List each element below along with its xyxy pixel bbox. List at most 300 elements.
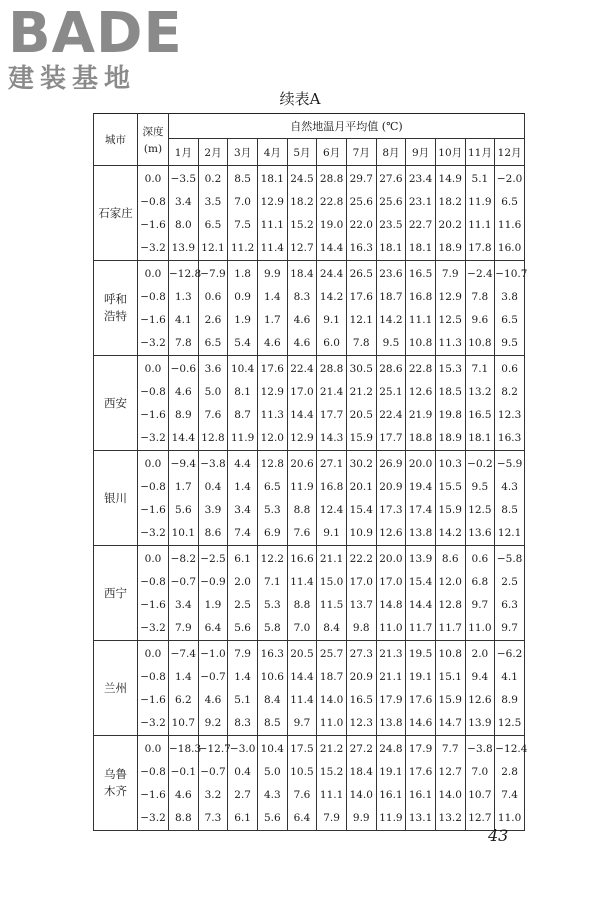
- table-row: [94, 736, 525, 762]
- temperature-cell: 11.0: [465, 617, 495, 641]
- month-header: 12月: [495, 139, 525, 166]
- temperature-cell: −2.0: [495, 166, 525, 192]
- temperature-cell: 6.9: [257, 522, 287, 546]
- temperature-cell: 1.3: [169, 286, 199, 309]
- table-row: [94, 641, 525, 667]
- temperature-cell: 6.2: [169, 689, 199, 712]
- table-row: [94, 546, 525, 572]
- monthly-temperature-header: 自然地温月平均值 (℃): [169, 114, 525, 139]
- temperature-cell: 10.4: [257, 736, 287, 762]
- temperature-cell: 13.8: [406, 522, 436, 546]
- depth-value: −1.6: [138, 689, 169, 712]
- table-row: [94, 451, 525, 477]
- temperature-cell: −5.8: [495, 546, 525, 572]
- city-name: [94, 736, 138, 831]
- temperature-cell: 17.7: [376, 427, 406, 451]
- depth-value: −0.8: [138, 191, 169, 214]
- temperature-cell: 9.7: [465, 594, 495, 617]
- temperature-cell: 8.1: [228, 381, 258, 404]
- temperature-cell: 12.7: [287, 237, 317, 261]
- temperature-cell: 17.6: [406, 689, 436, 712]
- temperature-cell: 23.4: [406, 166, 436, 192]
- temperature-cell: 12.6: [406, 381, 436, 404]
- temperature-cell: 23.1: [406, 191, 436, 214]
- temperature-cell: 15.0: [317, 571, 347, 594]
- watermark-logo: [8, 1, 183, 96]
- logo-sub-text: 建装基地: [8, 64, 137, 94]
- depth-value: 0.0: [138, 641, 169, 667]
- temperature-cell: 11.6: [495, 214, 525, 237]
- table-row: [94, 712, 525, 736]
- temperature-cell: 11.0: [376, 617, 406, 641]
- temperature-cell: 10.9: [346, 522, 376, 546]
- month-header: 4月: [257, 139, 287, 166]
- temperature-cell: 16.6: [287, 546, 317, 572]
- temperature-cell: 5.6: [257, 807, 287, 831]
- temperature-cell: 6.5: [495, 309, 525, 332]
- temperature-cell: 14.2: [435, 522, 465, 546]
- temperature-cell: 8.4: [317, 617, 347, 641]
- city-name-line: 浩特: [104, 309, 127, 323]
- city-name: [94, 546, 138, 641]
- temperature-cell: 12.1: [198, 237, 228, 261]
- month-header: 1月: [169, 139, 199, 166]
- temperature-cell: 4.6: [287, 332, 317, 356]
- month-header: 2月: [198, 139, 228, 166]
- temperature-cell: 5.6: [228, 617, 258, 641]
- table-row: [94, 617, 525, 641]
- table-row: [94, 594, 525, 617]
- temperature-cell: 21.3: [376, 641, 406, 667]
- temperature-cell: 3.8: [495, 286, 525, 309]
- temperature-cell: 18.5: [435, 381, 465, 404]
- temperature-cell: 4.6: [257, 332, 287, 356]
- month-header: 3月: [228, 139, 258, 166]
- table-caption: 续表A: [279, 90, 321, 108]
- temperature-cell: −0.1: [169, 761, 199, 784]
- temperature-cell: 7.9: [435, 261, 465, 287]
- temperature-cell: 12.8: [435, 594, 465, 617]
- temperature-cell: 7.8: [169, 332, 199, 356]
- temperature-cell: 9.2: [198, 712, 228, 736]
- temperature-cell: 17.8: [465, 237, 495, 261]
- temperature-cell: 9.6: [465, 309, 495, 332]
- temperature-cell: 9.8: [346, 617, 376, 641]
- temperature-cell: −10.7: [495, 261, 525, 287]
- temperature-cell: 5.8: [257, 617, 287, 641]
- temperature-cell: 14.7: [435, 712, 465, 736]
- table-row: [94, 261, 525, 287]
- temperature-cell: 11.3: [257, 404, 287, 427]
- temperature-cell: 23.6: [376, 261, 406, 287]
- temperature-cell: 8.6: [435, 546, 465, 572]
- temperature-cell: 11.7: [435, 617, 465, 641]
- depth-header: [138, 114, 169, 166]
- temperature-cell: 0.6: [495, 356, 525, 382]
- depth-value: −0.8: [138, 571, 169, 594]
- city-name-line: 呼和: [104, 292, 127, 306]
- temperature-cell: 26.9: [376, 451, 406, 477]
- temperature-cell: 18.1: [465, 427, 495, 451]
- temperature-cell: 1.4: [169, 666, 199, 689]
- temperature-cell: 7.9: [169, 617, 199, 641]
- temperature-cell: 16.0: [495, 237, 525, 261]
- temperature-cell: 10.8: [435, 641, 465, 667]
- depth-value: −3.2: [138, 522, 169, 546]
- depth-value: 0.0: [138, 451, 169, 477]
- temperature-cell: 15.3: [435, 356, 465, 382]
- temperature-cell: 17.9: [406, 736, 436, 762]
- temperature-cell: 14.4: [169, 427, 199, 451]
- temperature-cell: 12.6: [465, 689, 495, 712]
- temperature-cell: 15.5: [435, 476, 465, 499]
- temperature-cell: 12.7: [435, 761, 465, 784]
- temperature-cell: 6.5: [198, 214, 228, 237]
- city-name-line: 乌鲁: [104, 767, 127, 781]
- temperature-cell: 6.8: [465, 571, 495, 594]
- temperature-cell: 12.3: [346, 712, 376, 736]
- temperature-cell: 12.3: [495, 404, 525, 427]
- temperature-cell: 22.4: [287, 356, 317, 382]
- depth-value: −1.6: [138, 309, 169, 332]
- depth-value: 0.0: [138, 356, 169, 382]
- depth-value: −3.2: [138, 617, 169, 641]
- temperature-cell: 0.9: [228, 286, 258, 309]
- city-name-line: 银川: [104, 490, 127, 505]
- temperature-cell: 21.9: [406, 404, 436, 427]
- temperature-cell: 8.3: [287, 286, 317, 309]
- table-row: [94, 571, 525, 594]
- temperature-cell: −0.7: [198, 666, 228, 689]
- city-name-line: 木齐: [104, 784, 127, 798]
- temperature-cell: 18.7: [317, 666, 347, 689]
- temperature-cell: 11.4: [287, 571, 317, 594]
- temperature-cell: 6.0: [317, 332, 347, 356]
- temperature-cell: 21.2: [317, 736, 347, 762]
- temperature-cell: 12.4: [317, 499, 347, 522]
- temperature-cell: 0.6: [465, 546, 495, 572]
- temperature-cell: 6.4: [198, 617, 228, 641]
- temperature-cell: 10.6: [257, 666, 287, 689]
- temperature-cell: 6.3: [495, 594, 525, 617]
- temperature-cell: 4.1: [495, 666, 525, 689]
- temperature-cell: 9.9: [257, 261, 287, 287]
- temperature-cell: 10.3: [435, 451, 465, 477]
- temperature-cell: 14.4: [317, 237, 347, 261]
- temperature-cell: 7.6: [287, 522, 317, 546]
- temperature-cell: 7.7: [435, 736, 465, 762]
- city-name-line: 石家庄: [98, 205, 133, 220]
- temperature-cell: 18.1: [257, 166, 287, 192]
- temperature-cell: 11.1: [406, 309, 436, 332]
- temperature-cell: 1.7: [169, 476, 199, 499]
- temperature-cell: 18.2: [435, 191, 465, 214]
- temperature-cell: 18.7: [376, 286, 406, 309]
- temperature-cell: 24.5: [287, 166, 317, 192]
- temperature-cell: 20.9: [346, 666, 376, 689]
- temperature-cell: 17.6: [406, 761, 436, 784]
- temperature-cell: 30.5: [346, 356, 376, 382]
- table-row: [94, 404, 525, 427]
- temperature-cell: 6.1: [228, 546, 258, 572]
- temperature-cell: 3.4: [169, 594, 199, 617]
- month-header: 7月: [346, 139, 376, 166]
- temperature-cell: −8.2: [169, 546, 199, 572]
- temperature-cell: 2.5: [228, 594, 258, 617]
- city-name: [94, 261, 138, 356]
- depth-header-label: 深度: [142, 126, 164, 138]
- table-row: [94, 807, 525, 831]
- temperature-cell: 1.7: [257, 309, 287, 332]
- temperature-cell: 20.5: [346, 404, 376, 427]
- temperature-cell: 28.8: [317, 166, 347, 192]
- temperature-cell: 3.9: [198, 499, 228, 522]
- temperature-cell: 7.1: [257, 571, 287, 594]
- temperature-cell: 13.8: [376, 712, 406, 736]
- depth-value: −0.8: [138, 381, 169, 404]
- temperature-cell: 8.4: [257, 689, 287, 712]
- temperature-cell: 10.4: [228, 356, 258, 382]
- temperature-cell: 2.8: [495, 761, 525, 784]
- temperature-cell: 13.2: [435, 807, 465, 831]
- temperature-cell: 4.6: [287, 309, 317, 332]
- temperature-cell: 17.3: [376, 499, 406, 522]
- temperature-cell: 11.9: [376, 807, 406, 831]
- temperature-cell: 11.5: [317, 594, 347, 617]
- temperature-cell: 11.1: [465, 214, 495, 237]
- depth-value: −3.2: [138, 332, 169, 356]
- temperature-cell: −7.4: [169, 641, 199, 667]
- temperature-cell: 9.5: [495, 332, 525, 356]
- temperature-cell: 18.4: [287, 261, 317, 287]
- temperature-cell: 23.5: [376, 214, 406, 237]
- temperature-cell: 18.8: [406, 427, 436, 451]
- temperature-cell: 17.6: [257, 356, 287, 382]
- temperature-cell: 8.9: [169, 404, 199, 427]
- temperature-cell: 12.1: [495, 522, 525, 546]
- temperature-cell: 16.1: [406, 784, 436, 807]
- temperature-cell: 14.0: [346, 784, 376, 807]
- temperature-cell: 22.8: [317, 191, 347, 214]
- temperature-cell: −3.5: [169, 166, 199, 192]
- temperature-cell: 15.9: [435, 499, 465, 522]
- temperature-cell: 22.0: [346, 214, 376, 237]
- temperature-cell: 20.9: [376, 476, 406, 499]
- month-header: 9月: [406, 139, 436, 166]
- temperature-cell: 8.5: [228, 166, 258, 192]
- table-row: [94, 784, 525, 807]
- temperature-cell: 12.9: [257, 381, 287, 404]
- temperature-cell: 20.5: [287, 641, 317, 667]
- temperature-cell: 8.8: [169, 807, 199, 831]
- temperature-cell: 8.3: [228, 712, 258, 736]
- temperature-cell: 30.2: [346, 451, 376, 477]
- temperature-cell: 27.3: [346, 641, 376, 667]
- depth-value: −0.8: [138, 761, 169, 784]
- depth-value: −3.2: [138, 712, 169, 736]
- temperature-cell: 11.1: [317, 784, 347, 807]
- temperature-cell: 18.9: [435, 237, 465, 261]
- month-header: 10月: [435, 139, 465, 166]
- depth-value: −0.8: [138, 286, 169, 309]
- temperature-cell: 17.0: [346, 571, 376, 594]
- city-name: [94, 356, 138, 451]
- temperature-cell: 0.4: [228, 761, 258, 784]
- temperature-cell: 17.9: [376, 689, 406, 712]
- temperature-cell: 26.5: [346, 261, 376, 287]
- temperature-cell: 6.4: [287, 807, 317, 831]
- temperature-cell: 14.9: [435, 166, 465, 192]
- temperature-cell: 15.9: [346, 427, 376, 451]
- temperature-cell: 11.2: [228, 237, 258, 261]
- depth-header-unit: (m): [143, 143, 163, 155]
- temperature-cell: 9.7: [495, 617, 525, 641]
- temperature-cell: 1.9: [198, 594, 228, 617]
- temperature-cell: 8.2: [495, 381, 525, 404]
- table-row: [94, 476, 525, 499]
- temperature-cell: 7.9: [317, 807, 347, 831]
- table-row: [94, 214, 525, 237]
- depth-value: −1.6: [138, 784, 169, 807]
- depth-value: −3.2: [138, 807, 169, 831]
- temperature-cell: 7.0: [228, 191, 258, 214]
- temperature-cell: −3.8: [465, 736, 495, 762]
- temperature-cell: 28.8: [317, 356, 347, 382]
- temperature-cell: 2.0: [465, 641, 495, 667]
- temperature-cell: 3.5: [198, 191, 228, 214]
- temperature-cell: 9.4: [465, 666, 495, 689]
- temperature-cell: 10.8: [465, 332, 495, 356]
- temperature-cell: 27.2: [346, 736, 376, 762]
- temperature-cell: 8.0: [169, 214, 199, 237]
- temperature-cell: 24.8: [376, 736, 406, 762]
- temperature-cell: 10.8: [406, 332, 436, 356]
- temperature-cell: 14.6: [406, 712, 436, 736]
- temperature-cell: 21.1: [317, 546, 347, 572]
- temperature-cell: 6.1: [228, 807, 258, 831]
- temperature-cell: 11.9: [228, 427, 258, 451]
- depth-value: 0.0: [138, 261, 169, 287]
- temperature-cell: 6.5: [257, 476, 287, 499]
- temperature-cell: 19.1: [406, 666, 436, 689]
- table-row: [94, 286, 525, 309]
- temperature-cell: 22.2: [346, 546, 376, 572]
- temperature-cell: 7.9: [228, 641, 258, 667]
- table-row: [94, 499, 525, 522]
- temperature-cell: 11.9: [465, 191, 495, 214]
- temperature-cell: 27.1: [317, 451, 347, 477]
- temperature-cell: 7.0: [465, 761, 495, 784]
- temperature-cell: 18.2: [287, 191, 317, 214]
- depth-value: −1.6: [138, 594, 169, 617]
- temperature-cell: 14.3: [317, 427, 347, 451]
- temperature-cell: 7.1: [465, 356, 495, 382]
- temperature-cell: 16.3: [257, 641, 287, 667]
- temperature-cell: 7.6: [198, 404, 228, 427]
- depth-value: −1.6: [138, 499, 169, 522]
- month-header: 8月: [376, 139, 406, 166]
- temperature-cell: 4.4: [228, 451, 258, 477]
- temperature-cell: 11.0: [495, 807, 525, 831]
- temperature-cell: 17.0: [287, 381, 317, 404]
- temperature-cell: −3.8: [198, 451, 228, 477]
- temperature-cell: 20.1: [346, 476, 376, 499]
- temperature-cell: 22.8: [406, 356, 436, 382]
- temperature-cell: −12.7: [198, 736, 228, 762]
- temperature-cell: 13.9: [169, 237, 199, 261]
- temperature-cell: 11.4: [257, 237, 287, 261]
- temperature-cell: 25.6: [376, 191, 406, 214]
- temperature-cell: 8.5: [495, 499, 525, 522]
- city-name-line: 西安: [104, 395, 127, 410]
- table-row: [94, 689, 525, 712]
- temperature-cell: 5.4: [228, 332, 258, 356]
- temperature-cell: 8.5: [257, 712, 287, 736]
- temperature-cell: −0.6: [169, 356, 199, 382]
- table-row: [94, 381, 525, 404]
- temperature-cell: 11.9: [287, 476, 317, 499]
- temperature-cell: −0.9: [198, 571, 228, 594]
- temperature-cell: 16.8: [317, 476, 347, 499]
- temperature-cell: 7.8: [465, 286, 495, 309]
- temperature-cell: 5.0: [198, 381, 228, 404]
- table-row: [94, 522, 525, 546]
- temperature-cell: 1.8: [228, 261, 258, 287]
- temperature-cell: 15.4: [406, 571, 436, 594]
- temperature-cell: 19.0: [317, 214, 347, 237]
- depth-value: −0.8: [138, 476, 169, 499]
- temperature-cell: −12.4: [495, 736, 525, 762]
- depth-value: −1.6: [138, 214, 169, 237]
- temperature-cell: 18.1: [376, 237, 406, 261]
- temperature-cell: 13.7: [346, 594, 376, 617]
- temperature-cell: 10.7: [465, 784, 495, 807]
- temperature-cell: 12.9: [257, 191, 287, 214]
- temperature-cell: 3.4: [228, 499, 258, 522]
- temperature-cell: 8.8: [287, 594, 317, 617]
- temperature-cell: 1.9: [228, 309, 258, 332]
- logo-main-text: BADE: [8, 1, 183, 66]
- temperature-cell: 14.4: [406, 594, 436, 617]
- temperature-cell: −2.5: [198, 546, 228, 572]
- temperature-cell: 1.4: [228, 476, 258, 499]
- temperature-cell: 15.9: [435, 689, 465, 712]
- depth-value: −1.6: [138, 404, 169, 427]
- temperature-cell: 22.4: [376, 404, 406, 427]
- table-body: [94, 166, 528, 831]
- temperature-cell: 1.4: [257, 286, 287, 309]
- temperature-cell: 4.6: [169, 784, 199, 807]
- temperature-cell: 0.2: [198, 166, 228, 192]
- table-row: [94, 356, 525, 382]
- temperature-cell: 12.6: [376, 522, 406, 546]
- temperature-cell: 14.4: [287, 666, 317, 689]
- temperature-cell: 7.0: [287, 617, 317, 641]
- month-header: 6月: [317, 139, 347, 166]
- temperature-cell: 5.3: [257, 499, 287, 522]
- table-row: [94, 191, 525, 214]
- temperature-cell: 14.4: [287, 404, 317, 427]
- depth-value: −0.8: [138, 666, 169, 689]
- temperature-cell: 7.3: [198, 807, 228, 831]
- temperature-cell: 17.7: [317, 404, 347, 427]
- temperature-cell: −6.2: [495, 641, 525, 667]
- temperature-cell: 12.5: [495, 712, 525, 736]
- temperature-cell: 3.6: [198, 356, 228, 382]
- temperature-cell: 9.5: [376, 332, 406, 356]
- temperature-cell: 3.2: [198, 784, 228, 807]
- depth-value: −3.2: [138, 237, 169, 261]
